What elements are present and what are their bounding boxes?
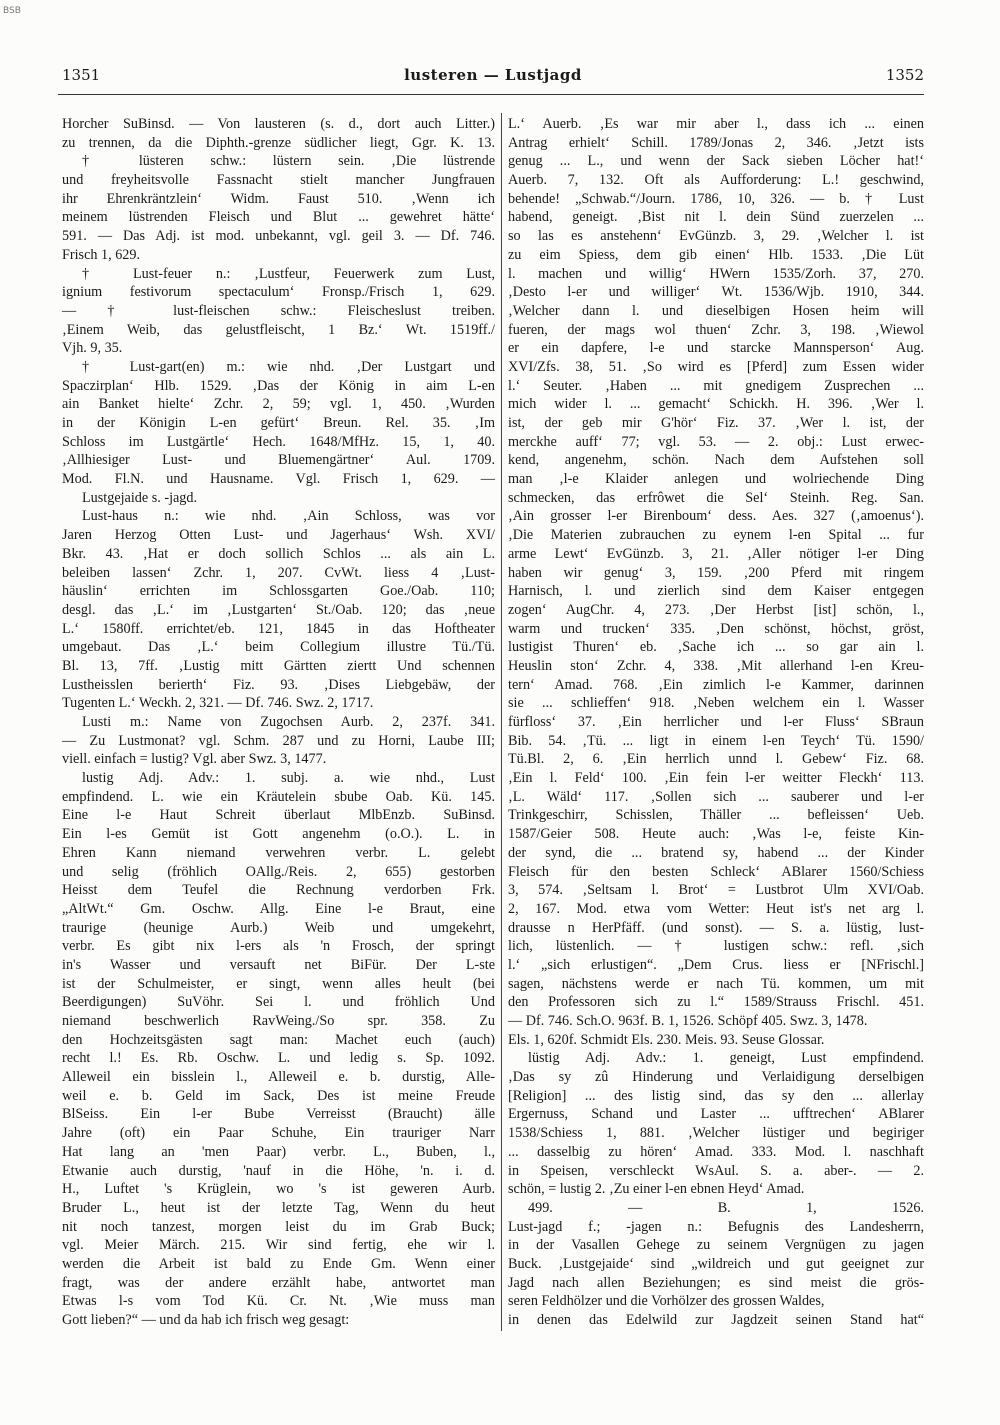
text-line: H., Luftet 's Krüglein, wo 's ist geweren Aurb.: [62, 1181, 495, 1198]
text-line: ‚Ain grosser l-er Birenboum‘ dess. Aes. 327 (‚amoenus‘).: [508, 508, 924, 525]
running-title: lusteren — Lustjagd: [404, 66, 582, 84]
text-line: seren Feldhölzer und die Vorhölzer des grossen Waldes,: [508, 1293, 825, 1310]
text-line: werden die Arbeit ist bald zu Ende Gm. Wenn einer: [62, 1255, 495, 1272]
text-line: Etwanie auch durstig, 'nauf in die Höhe, 'n. i. d.: [62, 1162, 495, 1179]
text-line: l.‘ Seuter. ‚Haben ... mit gnedigem Zusprechen ...: [508, 377, 924, 394]
text-line: Ergernuss, Schand und Laster ... ufftrechen‘ ABlarer: [508, 1106, 924, 1123]
text-line: warm und trucken‘ 335. ‚Den schönst, höchst, gröst,: [508, 620, 924, 637]
text-line: desgl. das ‚L.‘ im ‚Lustgarten‘ St./Oab. 120; das ‚neue: [62, 601, 495, 618]
text-line: zu eim Spiess, dem gib einen‘ Hlb. 1533. ‚Die Lüt: [508, 246, 924, 263]
text-line: ‚Die Materien zubrauchen zu eynem l-en Spital ... fur: [508, 527, 924, 544]
text-line: l.‘ „sich erlustigen“. „Dem Crus. liess er [NFrischl.]: [508, 956, 924, 973]
text-line: 591. — Das Adj. ist mod. unbekannt, vgl. geil 3. — Df. 746.: [62, 228, 495, 245]
text-line: L.‘ Auerb. ‚Es war mir aber l., dass ich ... einen: [508, 116, 924, 132]
text-line: XVI/Zfs. 38, 51. ‚So wird es [Pferd] zum Essen wider: [508, 358, 924, 375]
text-line: Vjh. 9, 35.: [62, 340, 123, 357]
text-line: lüstig Adj. Adv.: 1. geneigt, Lust empfindend.: [528, 1050, 924, 1067]
text-line: † Lust-gart(en) m.: wie nhd. ‚Der Lustgart und: [82, 358, 495, 375]
text-line: haben wir genug‘ 3, 159. ‚200 Pferd mit ringem: [508, 564, 924, 581]
text-line: Bkr. 43. ‚Hat er doch sollich Schlos ... als ain L.: [62, 545, 495, 562]
text-line: l. machen und willig‘ HWern 1535/Zorh. 37, 270.: [508, 265, 924, 282]
text-line: Fleisch für den besten Schleck‘ ABlarer 1560/Schiess: [508, 863, 924, 880]
text-line: Trinkgeschirr, Schisslen, Thäller ... befleissen‘ Ueb.: [508, 807, 924, 824]
text-line: schmecken, das erfrôwet die Sel‘ Steinh. Reg. San.: [508, 489, 924, 506]
column-divider: [501, 113, 502, 1331]
text-line: man ‚l-e Klaider anlegen und wolriechende Ding: [508, 471, 924, 488]
text-line: den Professoren sich zu l.“ 1589/Strauss Frischl. 451.: [508, 994, 924, 1011]
text-line: drausse n HerPfäff. (und sonst). — S. a. lüstig, lust-: [508, 919, 924, 936]
text-line: vgl. Meier Märch. 215. Wir sind fertig, ehe wir l.: [62, 1237, 495, 1254]
text-line: Lust-haus n.: wie nhd. ‚Ain Schloss, was vor: [82, 508, 495, 525]
text-line: beleiben lassen‘ Zchr. 1, 207. CvWt. liess 4 ‚Lust-: [62, 564, 495, 581]
text-line: und selig (fröhlich OAllg./Reis. 2, 655) gestorben: [62, 863, 495, 880]
text-line: ‚Ein l. Feld‘ 100. ‚Ein fein l-er weitter Fleckh‘ 113.: [508, 770, 924, 787]
text-line: merckhe auff‘ 77; vgl. 53. — 2. obj.: Lust erwec-: [508, 433, 924, 450]
text-line: meinem lüstrenden Fleisch und Blut ... gewehret hätte‘: [62, 209, 495, 226]
text-line: Schloss im Lustgärtle‘ Hech. 1648/MfHz. 15, 1, 40.: [62, 433, 495, 450]
text-line: — † lust-fleischen schw.: Fleischeslust treiben.: [62, 302, 495, 319]
text-line: in der Königin L-en gefürt‘ Breun. Rel. 35. ‚Im: [62, 415, 495, 431]
text-line: Tü.Bl. 2, 6. ‚Ein herrlich unnd l. Gebew‘ Fiz. 68.: [508, 751, 924, 768]
text-line: Spaczirplan‘ Hlb. 1529. ‚Das der König in aim L-en: [62, 377, 495, 394]
text-line: ‚Welcher dann l. und dieselbigen Hosen heim will: [508, 302, 924, 319]
text-line: tern‘ Amad. 768. ‚Ein zimlich l-e Kammer, darinnen: [508, 676, 924, 693]
text-line: Eine l-e Haut Schreit überlaut MlbEnzb. SuBinsd.: [62, 807, 495, 824]
text-line: fragt, was der andere erzählt habe, antwortet man: [62, 1274, 495, 1291]
text-line: † lüsteren schw.: lüstern sein. ‚Die lüstrende: [82, 153, 495, 170]
text-line: Beerdigungen) SuVöhr. Sei l. und fröhlich Und: [62, 994, 495, 1011]
text-line: — Df. 746. Sch.O. 963f. B. 1, 1526. Schöpf 405. Swz. 3, 1478.: [508, 1013, 868, 1029]
text-line: Jaren Herzog Otten Lust- und Jagerhaus‘ Wsh. XVI/: [62, 527, 495, 544]
text-line: in denen das Edelwild zur Jagdzeit seinen Stand hat“: [508, 1312, 924, 1328]
text-line: Lustheisslen berierth‘ Fiz. 93. ‚Dises Liebgebäw, der: [62, 676, 495, 693]
text-line: Alleweil ein bisslein l., Alleweil e. b. durstig, Alle-: [62, 1069, 495, 1086]
text-line: 499. — B. 1, 1526.: [528, 1199, 924, 1216]
text-line: Gott lieben?“ — und da hab ich frisch weg gesagt:: [62, 1312, 350, 1328]
text-line: 3, 574. ‚Seltsam l. Brot‘ = Lustbrot Ulm XVI/Oab.: [508, 882, 924, 899]
text-line: er ein dapfere, l-e und starcke Mannsperson‘ Aug.: [508, 340, 924, 357]
text-line: in der Vasallen Gehege zu seinem Vergnügen zu jagen: [508, 1237, 924, 1254]
text-line: ... dasselbig zu hören‘ Amad. 333. Mod. l. naschhaft: [508, 1143, 924, 1160]
text-line: Lustgejaide s. -jagd.: [82, 489, 198, 506]
text-line: mich wider l. ... gemacht‘ Schickh. H. 396. ‚Wer l.: [508, 396, 924, 413]
text-line: viell. einfach = lustig? Vgl. aber Swz. 3, 1477.: [62, 751, 327, 768]
text-line: Heuslin ston‘ Zchr. 4, 338. ‚Mit allerhand l-en Kreu-: [508, 657, 924, 674]
text-line: ain Banket hielte‘ Zchr. 2, 59; vgl. 1, 450. ‚Wurden: [62, 396, 495, 413]
text-line: ihr Ehrenkräntzlein‘ Widm. Faust 510. ‚Wenn ich: [62, 190, 495, 207]
text-line: fürfloss‘ 37. ‚Ein herrlicher und l-er Fluss‘ SBraun: [508, 714, 924, 730]
text-line: und freyheitsvolle Fassnacht stielt mancher Jungfrauen: [62, 172, 495, 189]
text-line: Harnisch, l. und zierlich sind dem Kaiser entgegen: [508, 583, 924, 600]
header-rule: [58, 94, 924, 95]
text-line: 1538/Schiess 1, 881. ‚Welcher lüstiger und begiriger: [508, 1125, 924, 1142]
text-line: in's Wasser und versauft net BiFür. Der L-ste: [62, 956, 495, 973]
text-line: sie ... schlieffen‘ 918. ‚Neben welchem ein l. Wasser: [508, 695, 924, 712]
text-line: Heisst dem Teufel die Rechnung verdorben Frk.: [62, 882, 495, 899]
text-line: niemand beschwerlich RavWeing./So spr. 358. Zu: [62, 1013, 495, 1029]
text-line: Bl. 13, 7ff. ‚Lustig mitt Gärtten ziertt Und schennen: [62, 657, 495, 674]
text-line: schön, = lustig 2. ‚Zu einer l-en ebnen Heyd‘ Amad.: [508, 1181, 805, 1198]
text-line: Tugenten L.‘ Weckh. 2, 321. — Df. 746. Swz. 2, 1717.: [62, 695, 374, 712]
text-line: Els. 1, 620f. Schmidt Els. 230. Meis. 93. Seuse Glossar.: [508, 1031, 825, 1048]
text-line: arme Lewt‘ EvGünzb. 3, 21. ‚Aller nötiger l-er Ding: [508, 545, 924, 562]
text-line: fueren, der mags wol thuen‘ Zchr. 3, 198. ‚Wiewol: [508, 321, 924, 338]
right-column: [508, 115, 924, 1330]
text-line: BlSeiss. Ein l-er Bube Verreisst (Braucht) älle: [62, 1106, 495, 1123]
text-line: L.‘ 1580ff. errichtet/eb. 121, 1845 in das Hoftheater: [62, 620, 495, 637]
left-page-number: 1351: [62, 66, 101, 84]
text-line: Mod. Fl.N. und Hausname. Vgl. Frisch 1, 629. —: [62, 471, 495, 488]
text-line: in Speisen, verschleckt WsAul. S. a. aber-. — 2.: [508, 1162, 924, 1179]
text-line: 1587/Geier 508. Heute auch: ‚Was l-e, feiste Kin-: [508, 826, 924, 843]
text-line: sagen, nächstens werde er nach Tü. kommen, um mit: [508, 975, 924, 992]
text-line: habend, geneigt. ‚Bist nit l. dein Sünd zuerzelen ...: [508, 209, 924, 226]
text-line: recht l.! Es. Rb. Oschw. L. und ledig s. Sp. 1092.: [62, 1050, 495, 1067]
text-line: Lusti m.: Name von Zugochsen Aurb. 2, 237f. 341.: [82, 714, 495, 730]
text-line: weil e. b. Geld im Sack, Des ist meine Freude: [62, 1087, 495, 1104]
text-line: † Lust-feuer n.: ‚Lustfeur, Feuerwerk zum Lust,: [82, 265, 495, 282]
text-line: Buck. ‚Lustgejaide‘ sind „wildreich und gut geeignet zur: [508, 1255, 924, 1272]
text-line: ‚L. Wäld‘ 117. ‚Sollen sich ... sauberer und l-er: [508, 788, 924, 805]
library-stamp: BSB: [3, 6, 21, 16]
text-line: Lust-jagd f.; -jagen n.: Befugnis des Landesherrn,: [508, 1218, 924, 1235]
text-line: ‚Desto l-er und williger‘ Wt. 1536/Wjb. 1910, 344.: [508, 284, 924, 301]
text-line: Hat lang an 'men Paar) verbr. L., Buben, l.,: [62, 1143, 495, 1160]
text-line: zu trennen, da die Diphth.-grenze südlicher liegt, Ggr. K. 13.: [62, 134, 495, 151]
text-line: traurige (heunige Aurb.) Weib und umgekehrt,: [62, 919, 495, 936]
text-line: ‚Das sy zû Hinderung und Verlaidigung derselbigen: [508, 1069, 924, 1086]
text-line: lich, lüstenlich. — † lustigen schw.: refl. ‚sich: [508, 938, 924, 955]
text-line: Ehren Kann niemand verwehren verbr. L. gelebt: [62, 844, 495, 861]
text-line: der synd, die ... bratend sy, habend ... der Kinder: [508, 844, 924, 861]
text-line: Jahre (oft) ein Paar Schuhe, Ein trauriger Narr: [62, 1125, 495, 1142]
text-line: Ein l-es Gemüt ist Gott angenehm (o.O.). L. in: [62, 826, 495, 843]
text-line: ist, der geb mir G'hör‘ Fiz. 37. ‚Wer l. ist, der: [508, 415, 924, 431]
text-line: Horcher SuBinsd. — Von lausteren (s. d., dort auch Litter.): [62, 116, 495, 132]
text-line: Antrag erhielt‘ Schill. 1789/Jonas 2, 346. ‚Jetzt ists: [508, 134, 924, 151]
text-line: Etwas l-s vom Tod Kü. Cr. Nt. ‚Wie muss man: [62, 1293, 495, 1310]
text-line: — Zu Lustmonat? vgl. Schm. 287 und zu Horni, Laube III;: [62, 732, 495, 749]
text-line: lustig Adj. Adv.: 1. subj. a. wie nhd., Lust: [82, 770, 495, 787]
text-line: Bib. 54. ‚Tü. ... ligt in einem l-en Teych‘ Tü. 1590/: [508, 732, 924, 749]
left-column: [62, 115, 495, 1330]
text-line: den Hochzeitsgästen sagt man: Machet euch (auch): [62, 1031, 495, 1048]
text-line: ‚Allhiesiger Lust- und Bluemengärtner‘ Aul. 1709.: [62, 452, 495, 469]
text-line: behende! „Schwab.“/Journ. 1786, 10, 326. — b. † Lust: [508, 190, 924, 207]
text-line: ignium festivorum spectaculum‘ Fronsp./Frisch 1, 629.: [62, 284, 495, 301]
right-page-number: 1352: [885, 66, 924, 84]
text-line: 2, 167. Mod. etwa vom Wetter: Heut ist's net arg l.: [508, 900, 924, 917]
text-line: ‚Einem Weib, das gelustfleischt, 1 Bz.‘ Wt. 1519ff./: [62, 321, 495, 338]
text-line: kend, angenehm, schön. Nach dem Aufstehen soll: [508, 452, 924, 469]
text-line: Bruder L., heut ist der letzte Tag, Wenn du heut: [62, 1199, 495, 1216]
text-line: häuslin‘ errichten im Schlossgarten Goe./Oab. 110;: [62, 583, 495, 600]
text-line: genug ... L., und wenn der Sack sieben Löcher hat!‘: [508, 153, 924, 170]
text-line: empfindend. L. wie ein Kräutelein sbube Oab. Kü. 145.: [62, 788, 495, 805]
text-line: nit noch tanzest, morgen leist du im Grab Buck;: [62, 1218, 495, 1235]
text-line: Auerb. 7, 132. Oft als Aufforderung: L.! geschwind,: [508, 172, 924, 189]
text-line: verbr. Es gibt nix l-ers als 'n Frosch, der springt: [62, 938, 495, 955]
text-line: Frisch 1, 629.: [62, 246, 141, 263]
page-header: [62, 66, 924, 90]
text-line: [Religion] ... des listig sind, das sy den ... allerlay: [508, 1087, 924, 1104]
text-line: ist der Schulmeister, er singt, wenn alles heult (bei: [62, 975, 495, 992]
text-line: Jagd nach allen Beziehungen; es sind meist die grös-: [508, 1274, 924, 1291]
text-line: „AltWt.“ Gm. Oschw. Allg. Eine l-e Braut, eine: [62, 900, 495, 917]
text-line: lustigist Thuren‘ eb. ‚Sache ich ... so gar ain l.: [508, 639, 924, 656]
text-line: umgebaut. Das ‚L.‘ beim Collegium illustre Tü./Tü.: [62, 639, 495, 656]
text-line: zogen‘ AugChr. 4, 273. ‚Der Herbst [ist] schön, l.,: [508, 601, 924, 618]
text-line: so las es anstehenn‘ EvGünzb. 3, 29. ‚Welcher l. ist: [508, 228, 924, 245]
